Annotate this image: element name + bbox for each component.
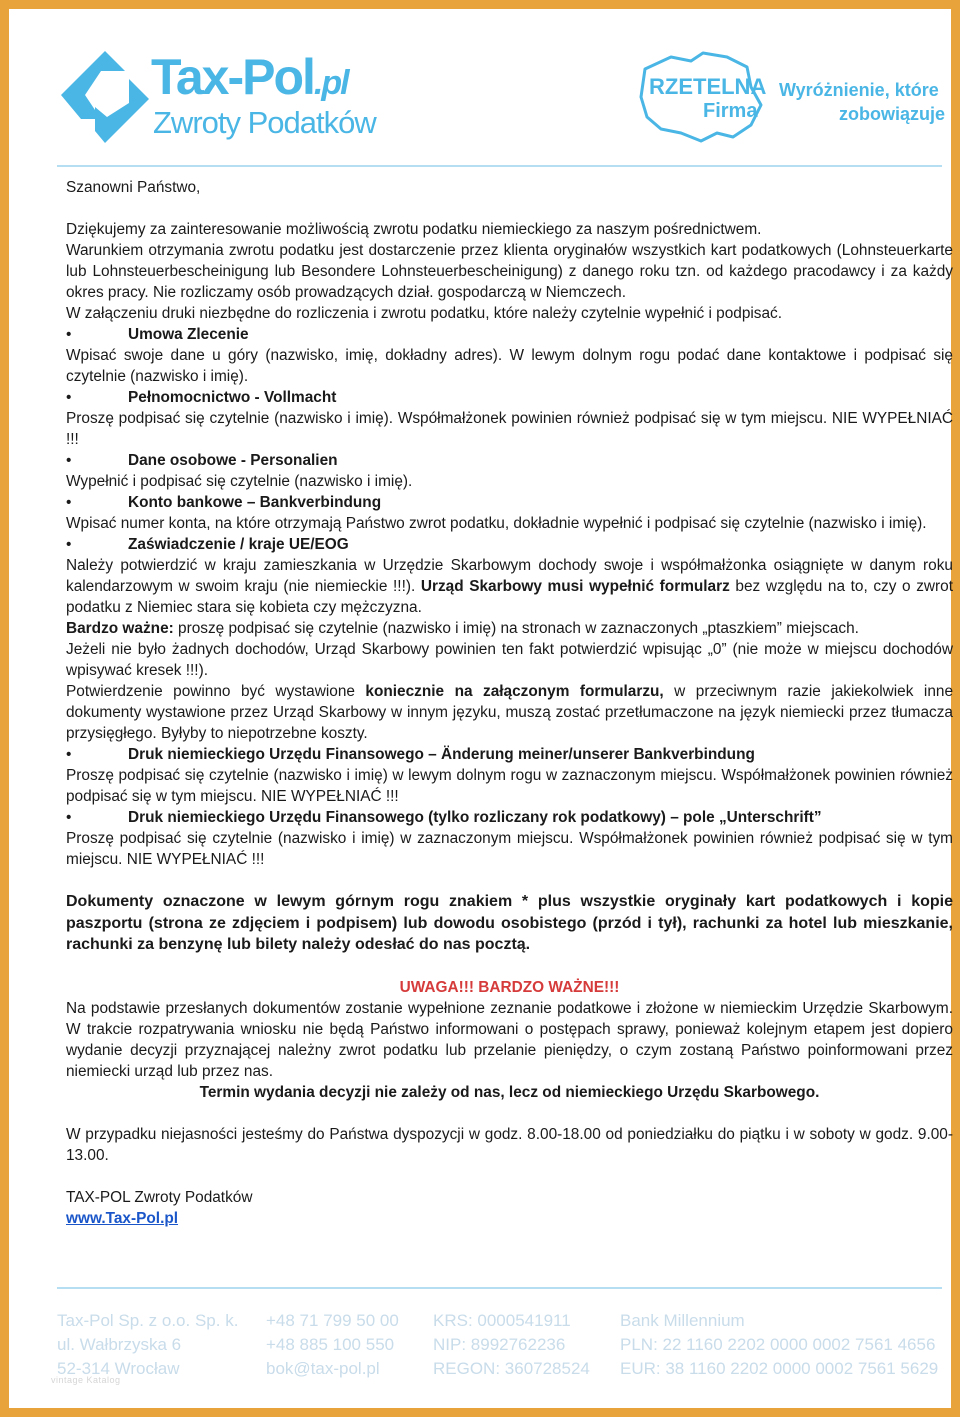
intro-paragraph-1: Dziękujemy za zainteresowanie możliwością zwrotu podatku niemieckiego za naszym pośrednictwem. [66,221,762,238]
company-city: 52-314 Wrocław [57,1359,180,1378]
header-divider [57,165,942,167]
footer-registry [433,1309,590,1381]
bullet-heading: • Konto bankowe – Bankverbindung [66,492,953,513]
bullet-text: Należy potwierdzić w kraju zamieszkania w Urzędzie Skarbowym dochody swoje i współmałżonka osiągnięte w danym roku kalendarzowym w swoim kraju (nie niemieckie !!!). Urząd Skarbowy musi wypełnić formularz bez względu na to, czy o zwrot podatku z Niemiec stara się kobieta czy mężczyzna. [66,557,953,616]
brand-tld: .pl [313,64,348,102]
brand-subtitle: Zwroty Podatków [153,105,376,140]
intro-paragraph-2: Warunkiem otrzymania zwrotu podatku jest dostarczenie przez klienta oryginałów wszystkich kart podatkowych (Lohnsteuerkarte lub Lohnsteuerbescheinigung lub Besondere Lohnsteuerbescheinigung) z danego roku tzn. od każdego pracodawcy i za każdy okres pracy. Nie rozliczamy osób prowadzących dział. gospodarczą w Niemczech. [66,242,953,301]
email: bok@tax-pol.pl [266,1359,380,1378]
warning-title: UWAGA!!! BARDZO WAŻNE!!! [399,978,620,996]
salutation: Szanowni Państwo, [66,179,201,196]
intro-paragraph-3: W załączeniu druki niezbędne do rozliczenia i zwrotu podatku, które należy czytelnie wypełnić i podpisać. [66,305,783,322]
bullet-text: Wpisać swoje dane u góry (nazwisko, imię, dokładny adres). W lewym dolnym rogu podać dane kontaktowe i podpisać się czytelnie (nazwisko i imię). [66,347,953,385]
important-note: Bardzo ważne: proszę podpisać się czytelnie (nazwisko i imię) na stronach w zaznaczonych „ptaszkiem” miejscach. [66,620,859,637]
confirmation-note: Potwierdzenie powinno być wystawione koniecznie na załączonym formularzu, w przeciwnym razie jakiekolwiek inne dokumenty wystawione przez Urząd Skarbowy w innym języku, muszą zostać przetłumaczone na język niemiecki przez tłumacza przysięgłego. Byłyby to niepotrzebne koszty. [66,683,954,742]
rzetelna-firma-badge [631,47,960,147]
footer-divider [57,1287,942,1289]
footer-company [57,1309,238,1381]
deadline-note: Termin wydania decyzji nie zależy od nas, lecz od niemieckiego Urzędu Skarbowego. [199,1083,820,1101]
bullet-text: Proszę podpisać się czytelnie (nazwisko i imię) w zaznaczonym miejscu. Współmałżonek powinien również podpisać się w tym miejscu. NIE WYPEŁNIAĆ !!! [66,830,953,868]
bullet-heading: • Dane osobowe - Personalien [66,450,953,471]
footer-bank [620,1309,938,1381]
badge-slogan-line2: zobowiązuje [839,104,946,124]
regon-number: REGON: 360728524 [433,1359,590,1378]
bullet-heading: • Druk niemieckiego Urzędu Finansowego – Änderung meiner/unserer Bankverbindung [66,744,953,765]
website-link[interactable]: www.Tax-Pol.pl [66,1209,179,1227]
bullet-text: Proszę podpisać się czytelnie (nazwisko i imię) w lewym dolnym rogu w zaznaczonym miejscu. Współmałżonek powinien również podpisać się w tym miejscu. NIE WYPEŁNIAĆ !!! [66,767,953,805]
bullet-text: Wypełnić i podpisać się czytelnie (nazwisko i imię). [66,473,413,490]
bullet-heading: • Pełnomocnictwo - Vollmacht [66,387,953,408]
bullet-heading: • Druk niemieckiego Urzędu Finansowego (tylko rozliczany rok podatkowy) – pole „Unterschrift” [66,807,953,828]
phone-1: +48 71 799 50 00 [266,1311,399,1330]
badge-title: RZETELNA [649,74,767,99]
watermark: vintage Katalog [51,1375,121,1385]
company-street: ul. Wałbrzyska 6 [57,1335,182,1354]
footer [57,1309,960,1385]
footer-contact [266,1309,399,1381]
warning-text: Na podstawie przesłanych dokumentów zostanie wypełnione zeznanie podatkowe i złożone w niemieckim Urzędzie Skarbowym. W trakcie rozpatrywania wniosku nie będą Państwo informowani o postępach sprawy, ponieważ kolejnym etapem jest dopiero wydanie decyzji przyznającej należny zwrot podatku lub przelanie pieniędzy, o czym zostaną Państwo poinformowani przez niemiecki urząd lub przez nas. [66,999,953,1080]
letter-body [66,177,953,1229]
bullet-heading: • Zaświadczenie / kraje UE/EOG [66,534,953,555]
bank-account-pln: PLN: 22 1160 2202 0000 0002 7561 4656 [620,1335,936,1354]
bullet-text: Proszę podpisać się czytelnie (nazwisko i imię). Współmałżonek powinien również podpisać się w tym miejscu. NIE WYPEŁNIAĆ !!! [66,410,953,448]
documents-instruction: Dokumenty oznaczone w lewym górnym rogu znakiem * plus wszystkie oryginały kart podatkowych i kopie paszportu (strona ze zdjęciem i podpisem) lub dowodu osobistego (przód i tył), rachunki za hotel lub mieszkanie, rachunki za benzynę lub bilety należy odesłać do nas pocztą. [66,893,953,953]
bullet-text: Wpisać numer konta, na które otrzymają Państwo zwrot podatku, dokładnie wypełnić i podpisać się czytelnie (nazwisko i imię). [66,515,927,532]
logo-arrows-icon [55,47,159,147]
bank-name: Bank Millennium [620,1311,745,1330]
no-income-note: Jeżeli nie było żadnych dochodów, Urząd Skarbowy powinien ten fakt potwierdzić wpisując „0” (nie może w miejscu dochodów wpisywać kresek !!!). [66,641,953,679]
bullet-heading: • Umowa Zlecenie [66,324,953,345]
tax-pol-logo [55,47,415,147]
badge-slogan-line1: Wyróżnienie, które [779,80,939,100]
contact-hours: W przypadku niejasności jesteśmy do Państwa dyspozycji w godz. 8.00-18.00 od poniedziałku do piątku i w soboty w godz. 9.00-13.00. [66,1125,953,1164]
badge-subtitle: Firma [703,100,758,122]
bank-account-eur: EUR: 38 1160 2202 0000 0002 7561 5629 [620,1359,939,1378]
krs-number: KRS: 0000541911 [433,1311,571,1330]
nip-number: NIP: 8992762236 [433,1335,566,1354]
signature: TAX-POL Zwroty Podatków [66,1188,253,1206]
phone-2: +48 885 100 550 [266,1335,395,1354]
brand-name: Tax-Pol.pl [151,49,348,105]
company-name: Tax-Pol Sp. z o.o. Sp. k. [57,1311,239,1330]
